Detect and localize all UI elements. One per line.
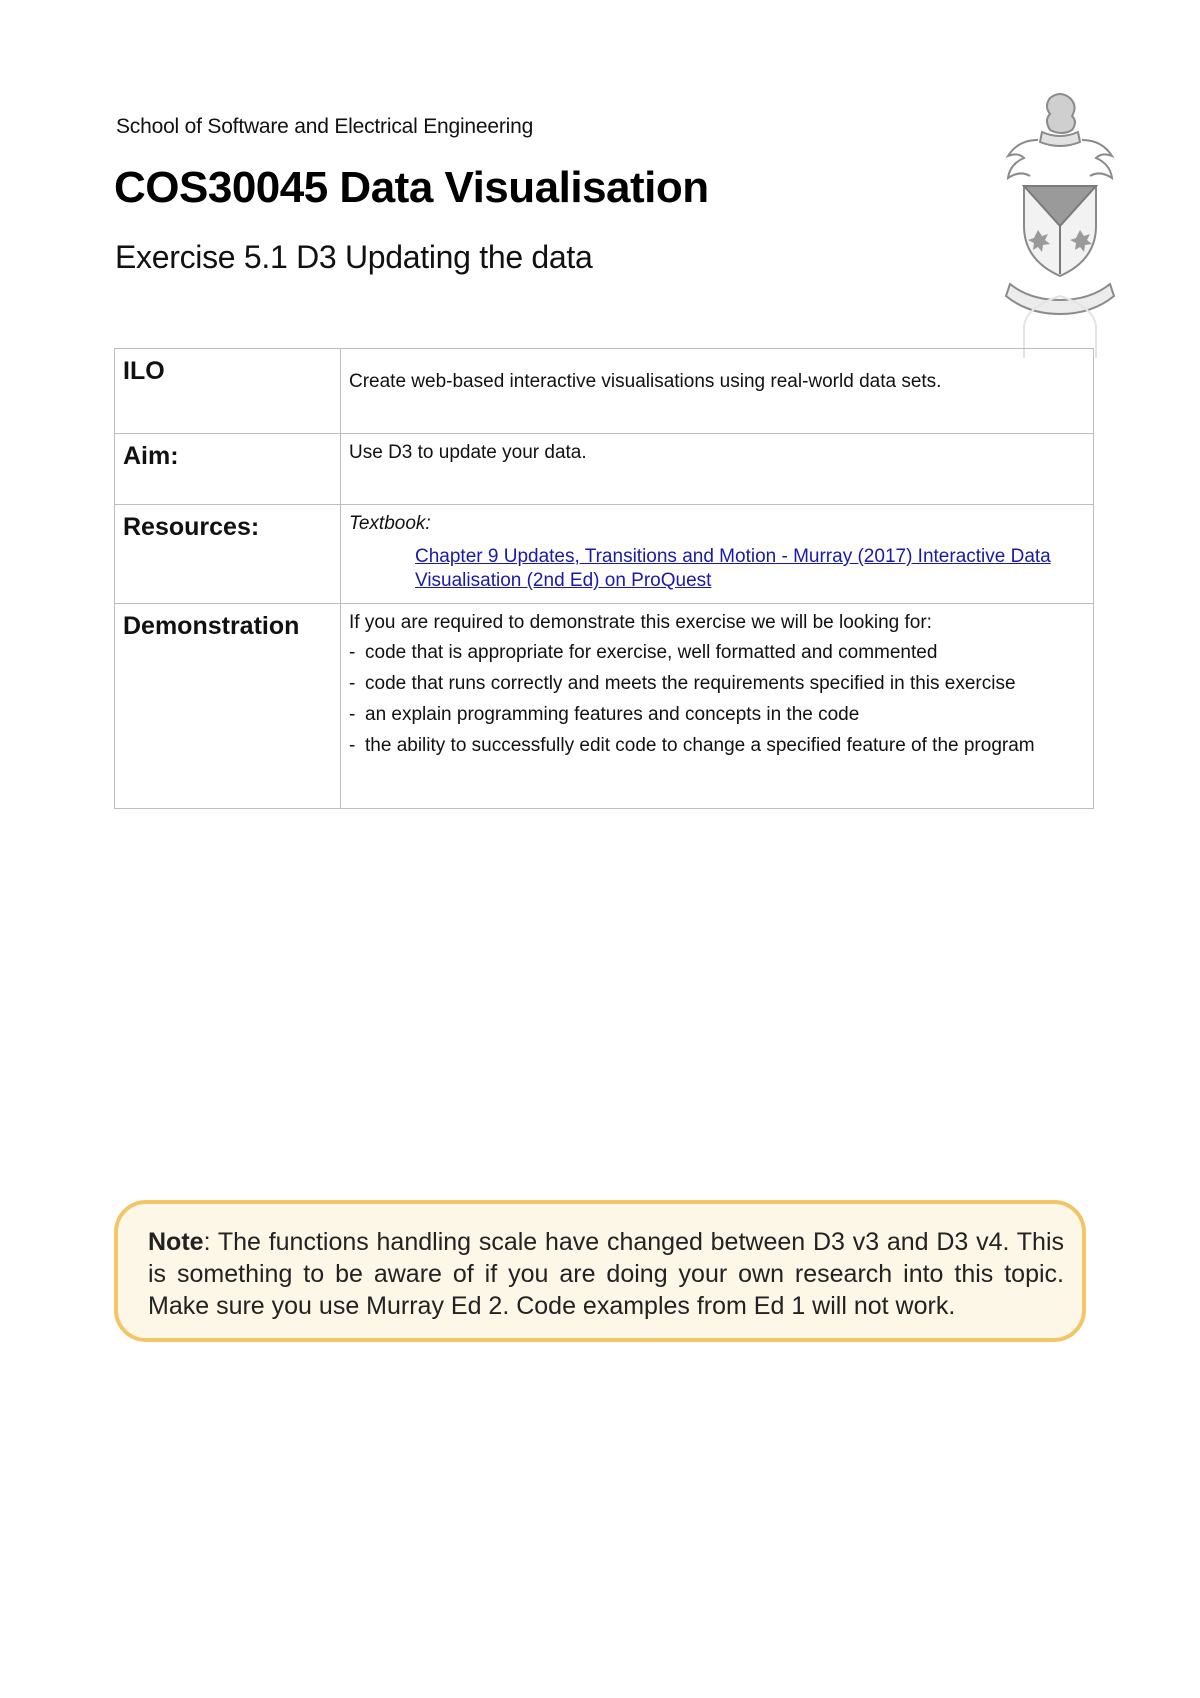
aim-label: Aim: — [115, 434, 341, 505]
table-row — [115, 434, 1094, 505]
list-item-text: code that is appropriate for exercise, well formatted and commented — [365, 642, 938, 663]
aim-value: Use D3 to update your data. — [341, 434, 1094, 505]
list-item: - code that is appropriate for exercise, well formatted and commented — [349, 642, 938, 663]
table-row — [115, 604, 1094, 809]
resources-value — [341, 505, 1094, 604]
exercise-title: Exercise 5.1 D3 Updating the data — [115, 239, 593, 275]
demonstration-criteria-list — [349, 642, 1085, 757]
textbook-label: Textbook: — [349, 513, 431, 534]
ilo-label: ILO — [115, 349, 341, 434]
demonstration-value — [341, 604, 1094, 809]
list-item: - code that runs correctly and meets the requirements specified in this exercise — [349, 673, 1016, 694]
list-item: - the ability to successfully edit code to change a specified feature of the program — [349, 735, 1035, 756]
list-item-text: the ability to successfully edit code to change a specified feature of the program — [365, 735, 1035, 756]
note-box — [114, 1200, 1086, 1342]
table-row — [115, 505, 1094, 604]
note-text: : The functions handling scale have changed between D3 v3 and D3 v4. This is something to be aware of if you are doing your own research into this topic. Make sure you use Murray Ed 2. Code examples from Ed 1 will not work. — [148, 1228, 1064, 1320]
list-item: - an explain programming features and concepts in the code — [349, 704, 860, 725]
school-name: School of Software and Electrical Engineering — [116, 115, 534, 138]
list-item-text: code that runs correctly and meets the requirements specified in this exercise — [365, 673, 1016, 694]
demonstration-intro: If you are required to demonstrate this exercise we will be looking for: — [349, 612, 932, 633]
table-row — [115, 349, 1094, 434]
exercise-info-table — [114, 348, 1094, 809]
university-crest-icon — [990, 88, 1130, 358]
ilo-value: Create web-based interactive visualisations using real-world data sets. — [341, 349, 1094, 434]
course-title: COS30045 Data Visualisation — [114, 163, 709, 212]
resources-label: Resources: — [115, 505, 341, 604]
textbook-link[interactable]: Chapter 9 Updates, Transitions and Motion - Murray (2017) Interactive Data Visualisation (2nd Ed) on ProQuest — [415, 546, 1051, 591]
list-item-text: an explain programming features and concepts in the code — [365, 704, 860, 725]
demonstration-label: Demonstration — [115, 604, 341, 809]
note-label: Note — [148, 1228, 204, 1256]
